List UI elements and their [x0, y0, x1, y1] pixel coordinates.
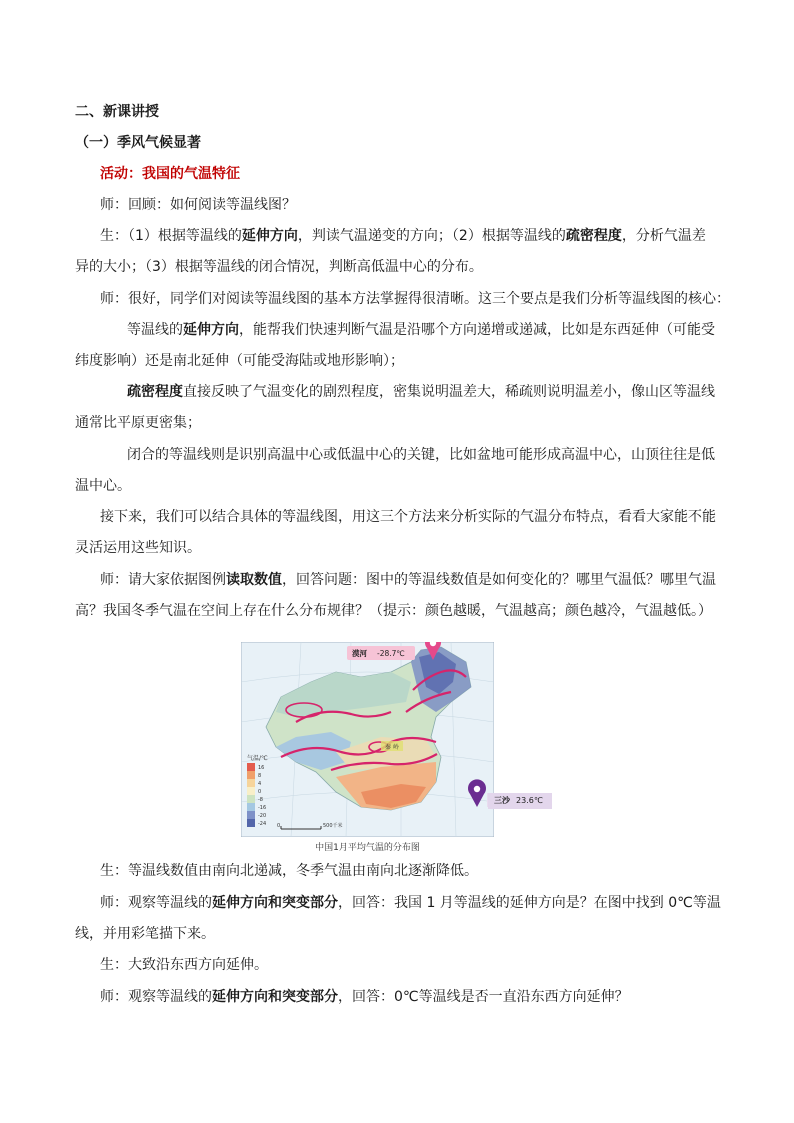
paragraph-density-2: 通常比平原更密集；: [75, 415, 201, 431]
subsection-heading: （一）季风气候显著: [75, 135, 201, 151]
legend-title: 气温/℃: [247, 755, 268, 762]
paragraph-teacher-question-3: 师：观察等温线的延伸方向和突变部分，回答：0℃等温线是否一直沿东西方向延伸？: [100, 989, 629, 1005]
legend-value: -24: [258, 821, 267, 827]
paragraph-teacher-review: 师：回顾：如何阅读等温线图？: [100, 197, 296, 213]
paragraph-student-answer-2: 异的大小；（3）根据等温线的闭合情况，判断高低温中心的分布。: [75, 259, 483, 275]
paragraph-question-1: 师：请大家依据图例读取数值，回答问题：图中的等温线数值是如何变化的？哪里气温低？哪里气温: [100, 572, 716, 588]
marker-north-temp: -28.7℃: [377, 649, 405, 658]
paragraph-direction-1: 等温线的延伸方向，能帮我们快速判断气温是沿哪个方向递增或递减，比如是东西延伸（可能受: [127, 322, 715, 338]
paragraph-teacher-question-2: 师：观察等温线的延伸方向和突变部分，回答：我国 1 月等温线的延伸方向是？在图中找到 0℃等温: [100, 895, 721, 911]
legend-value: 4: [258, 781, 262, 787]
paragraph-student-answer-1: 生：（1）根据等温线的延伸方向，判读气温递变的方向；（2）根据等温线的疏密程度，分析气温差: [100, 228, 706, 244]
paragraph-direction-2: 纬度影响）还是南北延伸（可能受海陆或地形影响）；: [75, 353, 404, 369]
scale-zero: 0: [277, 823, 281, 829]
legend-value: -20: [258, 813, 267, 819]
paragraph-density-1: 疏密程度直接反映了气温变化的剧烈程度，密集说明温差大，稀疏则说明温差小，像山区等温线: [127, 384, 715, 400]
paragraph-student-answer-3: 生：大致沿东西方向延伸。: [100, 957, 268, 973]
china-january-temperature-map: [241, 642, 494, 837]
section-heading: 二、新课讲授: [75, 104, 159, 120]
paragraph-teacher-comment: 师：很好，同学们对阅读等温线图的基本方法掌握得很清晰。这三个要点是我们分析等温线图的核心：: [100, 291, 730, 307]
legend-value: -16: [258, 805, 267, 811]
paragraph-closed-2: 温中心。: [75, 478, 131, 494]
paragraph-question-2: 高？我国冬季气温在空间上存在什么分布规律？（提示：颜色越暖，气温越高；颜色越冷，气温越低。）: [75, 603, 712, 619]
legend-value: 8: [258, 773, 262, 779]
legend-value: 16: [258, 765, 265, 771]
map-caption: 中国1月平均气温的分布图: [315, 843, 420, 853]
activity-title: 活动：我国的气温特征: [100, 166, 240, 182]
paragraph-teacher-question-2b: 线，并用彩笔描下来。: [75, 926, 215, 942]
paragraph-next-2: 灵活运用这些知识。: [75, 540, 201, 556]
paragraph-next-1: 接下来，我们可以结合具体的等温线图，用这三个方法来分析实际的气温分布特点，看看大家能不能: [100, 509, 716, 525]
legend-value: 0: [258, 789, 262, 795]
paragraph-closed-1: 闭合的等温线则是识别高温中心或低温中心的关键，比如盆地可能形成高温中心，山顶往往是低: [127, 447, 715, 463]
legend-value: -8: [258, 797, 263, 803]
marker-north-name: 漠河: [352, 649, 367, 658]
paragraph-student-answer-2a: 生：等温线数值由南向北递减，冬季气温由南向北逐渐降低。: [100, 863, 478, 879]
qinling-label: 秦 岭: [385, 744, 399, 751]
scale-label: 500千米: [323, 823, 343, 829]
marker-south-label: 三沙 23.6℃: [488, 793, 552, 809]
